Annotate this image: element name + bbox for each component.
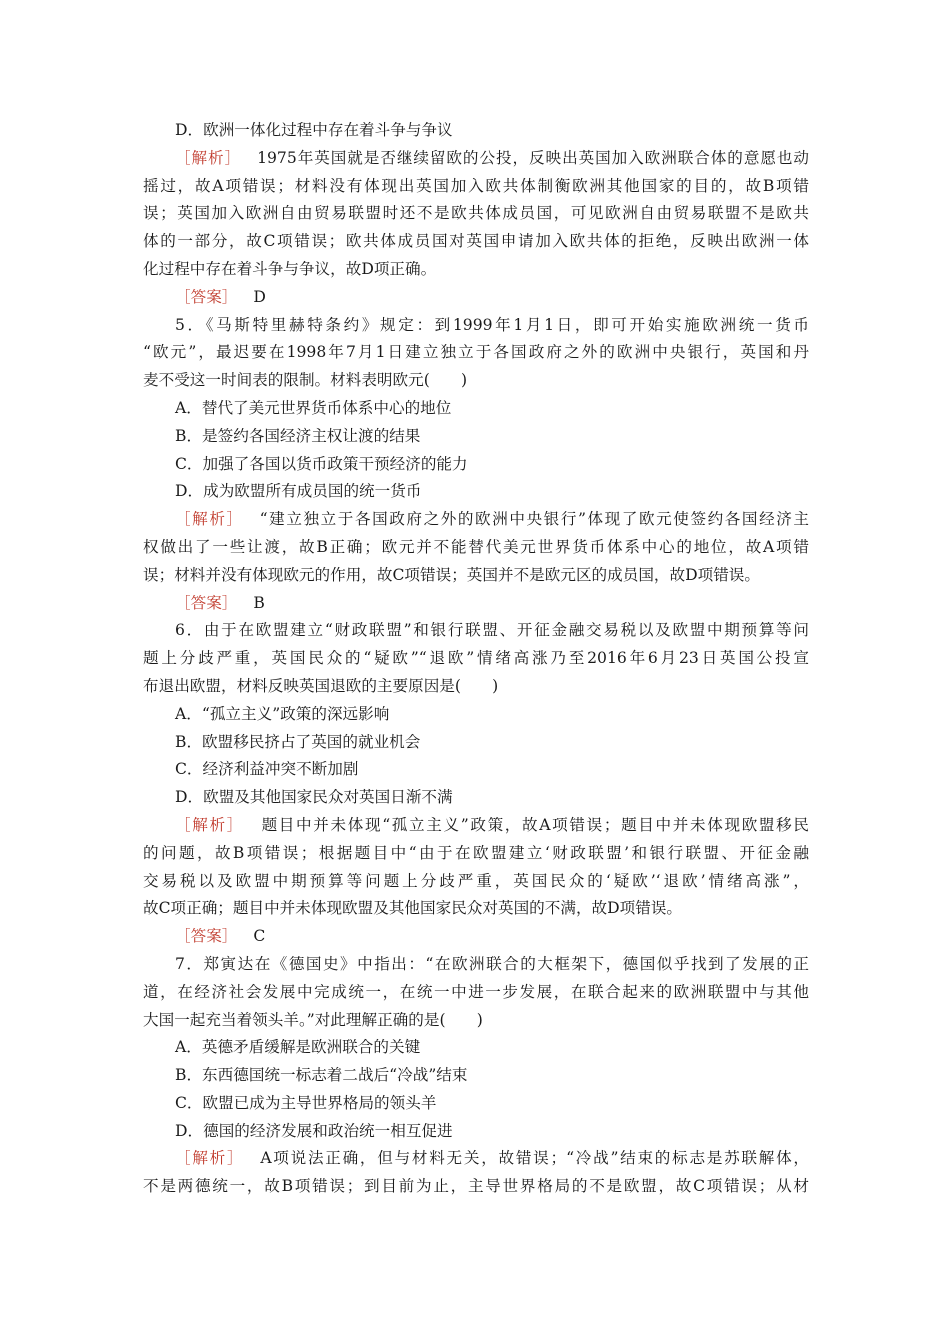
q5-option-d: D．成为欧盟所有成员国的统一货币 xyxy=(175,482,422,501)
q4-analysis-line-4: 体的一部分，故C项错误；欧共体成员国对英国申请加入欧共体的拒绝，反映出欧洲一体 xyxy=(143,232,809,251)
answer-value: D xyxy=(253,287,266,306)
q5-analysis-line-1: ［解析］ “建立独立于各国政府之外的欧洲中央银行”体现了欧元使签约各国经济主 xyxy=(175,510,809,529)
q5-stem-line-3: 麦不受这一时间表的限制。材料表明欧元( ) xyxy=(143,371,468,390)
q6-option-c: C．经济利益冲突不断加剧 xyxy=(175,760,359,779)
q6-analysis-line-4: 故C项正确；题目中并未体现欧盟及其他国家民众对英国的不满，故D项错误。 xyxy=(143,899,683,918)
q6-analysis-line-2: 的问题，故B项错误；根据题目中“由于在欧盟建立‘财政联盟’和银行联盟、开征金融 xyxy=(143,843,809,862)
q6-analysis-line-3: 交易税以及欧盟中期预算等问题上分歧严重，英国民众的‘疑欧’‘退欧’情绪高涨”， xyxy=(143,871,809,890)
q7-analysis-line-1: ［解析］ A项说法正确，但与材料无关，故错误；“冷战”结束的标志是苏联解体， xyxy=(175,1149,809,1168)
q6-option-d: D．欧盟及其他国家民众对英国日渐不满 xyxy=(175,788,453,807)
analysis-tag: ［解析］ xyxy=(175,815,244,834)
document-page xyxy=(143,117,809,1201)
analysis-tag: ［解析］ xyxy=(175,148,242,167)
q5-option-a: A．替代了美元世界货币体系中心的地位 xyxy=(175,398,452,417)
q4-analysis-line-2: 摇过，故A项错误；材料没有体现出英国加入欧共体制衡欧洲其他国家的目的，故B项错 xyxy=(143,176,809,195)
q5-analysis-line-3: 误；材料并没有体现欧元的作用，故C项错误；英国并不是欧元区的成员国，故D项错误。 xyxy=(143,565,760,584)
q4-option-d: D．欧洲一体化过程中存在着斗争与争议 xyxy=(175,121,453,139)
q5-answer xyxy=(143,590,809,618)
answer-tag: ［答案］ xyxy=(175,927,238,946)
q5-stem-line-2: “欧元”，最迟要在1998年7月1日建立独立于各国政府之外的欧洲中央银行，英国和丹 xyxy=(143,343,809,362)
answer-value: B xyxy=(253,593,265,612)
answer-tag: ［答案］ xyxy=(175,593,238,612)
q7-option-d: D．德国的经济发展和政治统一相互促进 xyxy=(175,1121,453,1140)
q6-stem-line-3: 布退出欧盟，材料反映英国退欧的主要原因是( ) xyxy=(143,676,499,695)
q6-option-b: B．欧盟移民挤占了英国的就业机会 xyxy=(175,732,421,751)
q4-analysis-line-3: 误；英国加入欧洲自由贸易联盟时还不是欧共体成员国，可见欧洲自由贸易联盟不是欧共 xyxy=(143,204,809,223)
q7-option-c: C．欧盟已成为主导世界格局的领头羊 xyxy=(175,1093,437,1112)
q7-analysis-line-2: 不是两德统一，故B项错误；到目前为止，主导世界格局的不是欧盟，故C项错误；从材 xyxy=(143,1177,809,1196)
q6-answer xyxy=(143,923,809,951)
q6-stem-line-2: 题上分歧严重，英国民众的“疑欧”“退欧”情绪高涨乃至2016年6月23日英国公投宣 xyxy=(143,649,809,668)
q7-option-b: B．东西德国统一标志着二战后“冷战”结束 xyxy=(175,1066,468,1085)
q7-stem-line-1: 7．郑寅达在《德国史》中指出：“在欧洲联合的大框架下，德国似乎找到了发展的正 xyxy=(175,954,809,973)
q5-option-b: B．是签约各国经济主权让渡的结果 xyxy=(175,426,421,445)
q4-analysis-line-5: 化过程中存在着斗争与争议，故D项正确。 xyxy=(143,259,437,278)
q6-analysis-line-1: ［解析］ 题目中并未体现“孤立主义”政策，故A项错误；题目中并未体现欧盟移民 xyxy=(175,815,809,834)
q6-stem-line-1: 6．由于在欧盟建立“财政联盟”和银行联盟、开征金融交易税以及欧盟中期预算等问 xyxy=(175,621,809,640)
q6-option-a: A．“孤立主义”政策的深远影响 xyxy=(175,704,390,723)
q4-analysis-line-1: ［解析］ 1975年英国就是否继续留欧的公投，反映出英国加入欧洲联合体的意愿也动 xyxy=(175,148,809,167)
q5-option-c: C．加强了各国以货币政策干预经济的能力 xyxy=(175,454,468,473)
answer-tag: ［答案］ xyxy=(175,287,238,306)
q5-stem-line-1: 5．《马斯特里赫特条约》规定：到1999年1月1日，即可开始实施欧洲统一货币 xyxy=(175,315,809,334)
q4-answer xyxy=(143,284,809,312)
q7-stem-line-3: 大国一起充当着领头羊。”对此理解正确的是( ) xyxy=(143,1010,483,1029)
q5-analysis-line-2: 权做出了一些让渡，故B正确；欧元并不能替代美元世界货币体系中心的地位，故A项错 xyxy=(143,537,809,556)
analysis-tag: ［解析］ xyxy=(175,1149,245,1168)
q7-stem-line-2: 道，在经济社会发展中完成统一，在统一中进一步发展，在联合起来的欧洲联盟中与其他 xyxy=(143,982,809,1001)
analysis-tag: ［解析］ xyxy=(175,510,244,529)
q7-option-a: A．英德矛盾缓解是欧洲联合的关键 xyxy=(175,1038,421,1057)
answer-value: C xyxy=(253,927,266,946)
